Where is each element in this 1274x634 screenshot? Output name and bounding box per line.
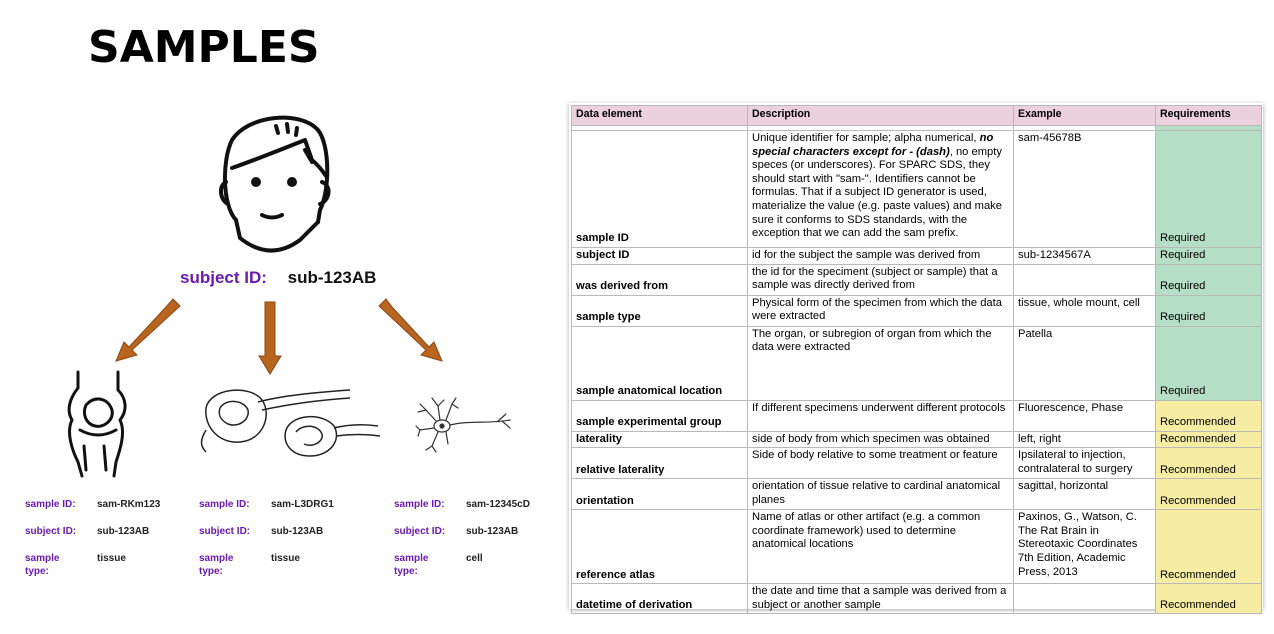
data-element-cell: orientation bbox=[572, 479, 748, 510]
knee-joint-icon bbox=[69, 372, 125, 476]
example-cell: Ipsilateral to injection, contralateral to surgery bbox=[1014, 448, 1156, 479]
data-element-cell: sample experimental group bbox=[572, 400, 748, 431]
subject-id-value: sub-123AB bbox=[97, 526, 150, 537]
arrow-right-icon bbox=[379, 299, 442, 361]
subject-id-value: sub-123AB bbox=[466, 526, 519, 537]
neuron-cell-icon bbox=[416, 398, 510, 452]
table-row bbox=[572, 479, 1262, 510]
subject-id-label: subject ID: bbox=[394, 526, 446, 537]
requirement-cell: Recommended bbox=[1156, 431, 1262, 448]
table-row bbox=[572, 248, 1262, 265]
table-row bbox=[572, 326, 1262, 400]
data-element-cell: sample ID bbox=[572, 131, 748, 248]
data-element-cell: was derived from bbox=[572, 264, 748, 295]
data-element-cell: datetime of derivation bbox=[572, 584, 748, 614]
table-row bbox=[572, 295, 1262, 326]
sample-id-label: sample ID: bbox=[394, 499, 445, 510]
sample-type-label: sample type: bbox=[394, 553, 429, 577]
table-row bbox=[572, 400, 1262, 431]
arrow-down-icon bbox=[259, 302, 281, 374]
subject-id-label: subject ID: bbox=[199, 526, 251, 537]
description-cell: the date and time that a sample was derived from a subject or another sample bbox=[748, 584, 1014, 614]
sample-card-ganglion bbox=[199, 498, 334, 579]
sample-type-value: cell bbox=[466, 553, 483, 564]
example-cell: sagittal, horizontal bbox=[1014, 479, 1156, 510]
description-cell: Physical form of the specimen from which the data were extracted bbox=[748, 295, 1014, 326]
data-elements-table bbox=[571, 105, 1262, 614]
description-cell: Unique identifier for sample; alpha numerical, no special characters except for - (dash), no empty speces (or underscores). For SPARC SDS, they should start with "sam-". Identifiers cannot be formulas. That if a subject ID generator is used, materialize the value (e.g. paste values) and make sure it conforms to SDS standards, with the exception that we can add the sam prefix. bbox=[748, 131, 1014, 248]
sample-card-neuron bbox=[394, 498, 530, 579]
data-element-cell: subject ID bbox=[572, 248, 748, 265]
table-body bbox=[572, 126, 1262, 614]
subject-id-value: sub-123AB bbox=[287, 268, 377, 287]
person-head-icon bbox=[221, 118, 329, 251]
sample-card-knee bbox=[25, 498, 160, 579]
description-cell: the id for the speciment (subject or sample) that a sample was directly derived from bbox=[748, 264, 1014, 295]
data-element-cell: relative laterality bbox=[572, 448, 748, 479]
sample-type-value: tissue bbox=[97, 553, 126, 564]
table-row bbox=[572, 448, 1262, 479]
sample-id-value: sam-L3DRG1 bbox=[271, 499, 334, 510]
example-cell: sub-1234567A bbox=[1014, 248, 1156, 265]
header-description: Description bbox=[748, 106, 1014, 126]
sample-type-label: sample type: bbox=[25, 553, 60, 577]
subject-id-label: subject ID: bbox=[180, 268, 267, 287]
description-cell: Name of atlas or other artifact (e.g. a common coordinate framework) used to determine anatomical locations bbox=[748, 510, 1014, 584]
table-row bbox=[572, 431, 1262, 448]
example-cell: sam-45678B bbox=[1014, 131, 1156, 248]
requirement-cell: Required bbox=[1156, 248, 1262, 265]
requirement-cell: Required bbox=[1156, 264, 1262, 295]
sample-type-value: tissue bbox=[271, 553, 300, 564]
table-row bbox=[572, 131, 1262, 248]
data-element-cell: sample type bbox=[572, 295, 748, 326]
description-cell: The organ, or subregion of organ from which the data were extracted bbox=[748, 326, 1014, 400]
requirement-cell: Recommended bbox=[1156, 479, 1262, 510]
requirement-cell: Recommended bbox=[1156, 510, 1262, 584]
header-example: Example bbox=[1014, 106, 1156, 126]
header-requirements: Requirements bbox=[1156, 106, 1262, 126]
description-cell: id for the subject the sample was derived from bbox=[748, 248, 1014, 265]
data-element-cell: sample anatomical location bbox=[572, 326, 748, 400]
sample-id-value: sam-RKm123 bbox=[97, 499, 161, 510]
sample-id-label: sample ID: bbox=[199, 499, 250, 510]
subject-id-label-group bbox=[180, 268, 376, 288]
description-cell: side of body from which specimen was obtained bbox=[748, 431, 1014, 448]
description-cell: orientation of tissue relative to cardinal anatomical planes bbox=[748, 479, 1014, 510]
table-row bbox=[572, 264, 1262, 295]
table-row bbox=[572, 584, 1262, 614]
sample-id-label: sample ID: bbox=[25, 499, 76, 510]
requirement-cell: Recommended bbox=[1156, 584, 1262, 614]
requirement-cell: Required bbox=[1156, 326, 1262, 400]
description-cell: If different specimens underwent different protocols bbox=[748, 400, 1014, 431]
data-element-cell: laterality bbox=[572, 431, 748, 448]
example-cell bbox=[1014, 264, 1156, 295]
example-cell: tissue, whole mount, cell bbox=[1014, 295, 1156, 326]
sample-type-label: sample type: bbox=[199, 553, 234, 577]
page-title: SAMPLES bbox=[88, 22, 320, 73]
table-row bbox=[572, 510, 1262, 584]
arrow-left-icon bbox=[116, 299, 180, 361]
example-cell: Paxinos, G., Watson, C. The Rat Brain in Stereotaxic Coordinates 7th Edition, Academic Press, 2013 bbox=[1014, 510, 1156, 584]
description-cell: Side of body relative to some treatment or feature bbox=[748, 448, 1014, 479]
example-cell: left, right bbox=[1014, 431, 1156, 448]
requirement-cell: Required bbox=[1156, 131, 1262, 248]
subject-id-label: subject ID: bbox=[25, 526, 77, 537]
sample-id-value: sam-12345cD bbox=[466, 499, 530, 510]
ganglion-tissue-icon bbox=[202, 390, 381, 456]
example-cell bbox=[1014, 584, 1156, 614]
requirement-cell: Required bbox=[1156, 295, 1262, 326]
example-cell: Patella bbox=[1014, 326, 1156, 400]
subject-id-value: sub-123AB bbox=[271, 526, 324, 537]
requirement-cell: Recommended bbox=[1156, 400, 1262, 431]
requirement-cell: Recommended bbox=[1156, 448, 1262, 479]
header-data-element: Data element bbox=[572, 106, 748, 126]
data-element-cell: reference atlas bbox=[572, 510, 748, 584]
table-header-row bbox=[572, 106, 1262, 126]
example-cell: Fluorescence, Phase bbox=[1014, 400, 1156, 431]
